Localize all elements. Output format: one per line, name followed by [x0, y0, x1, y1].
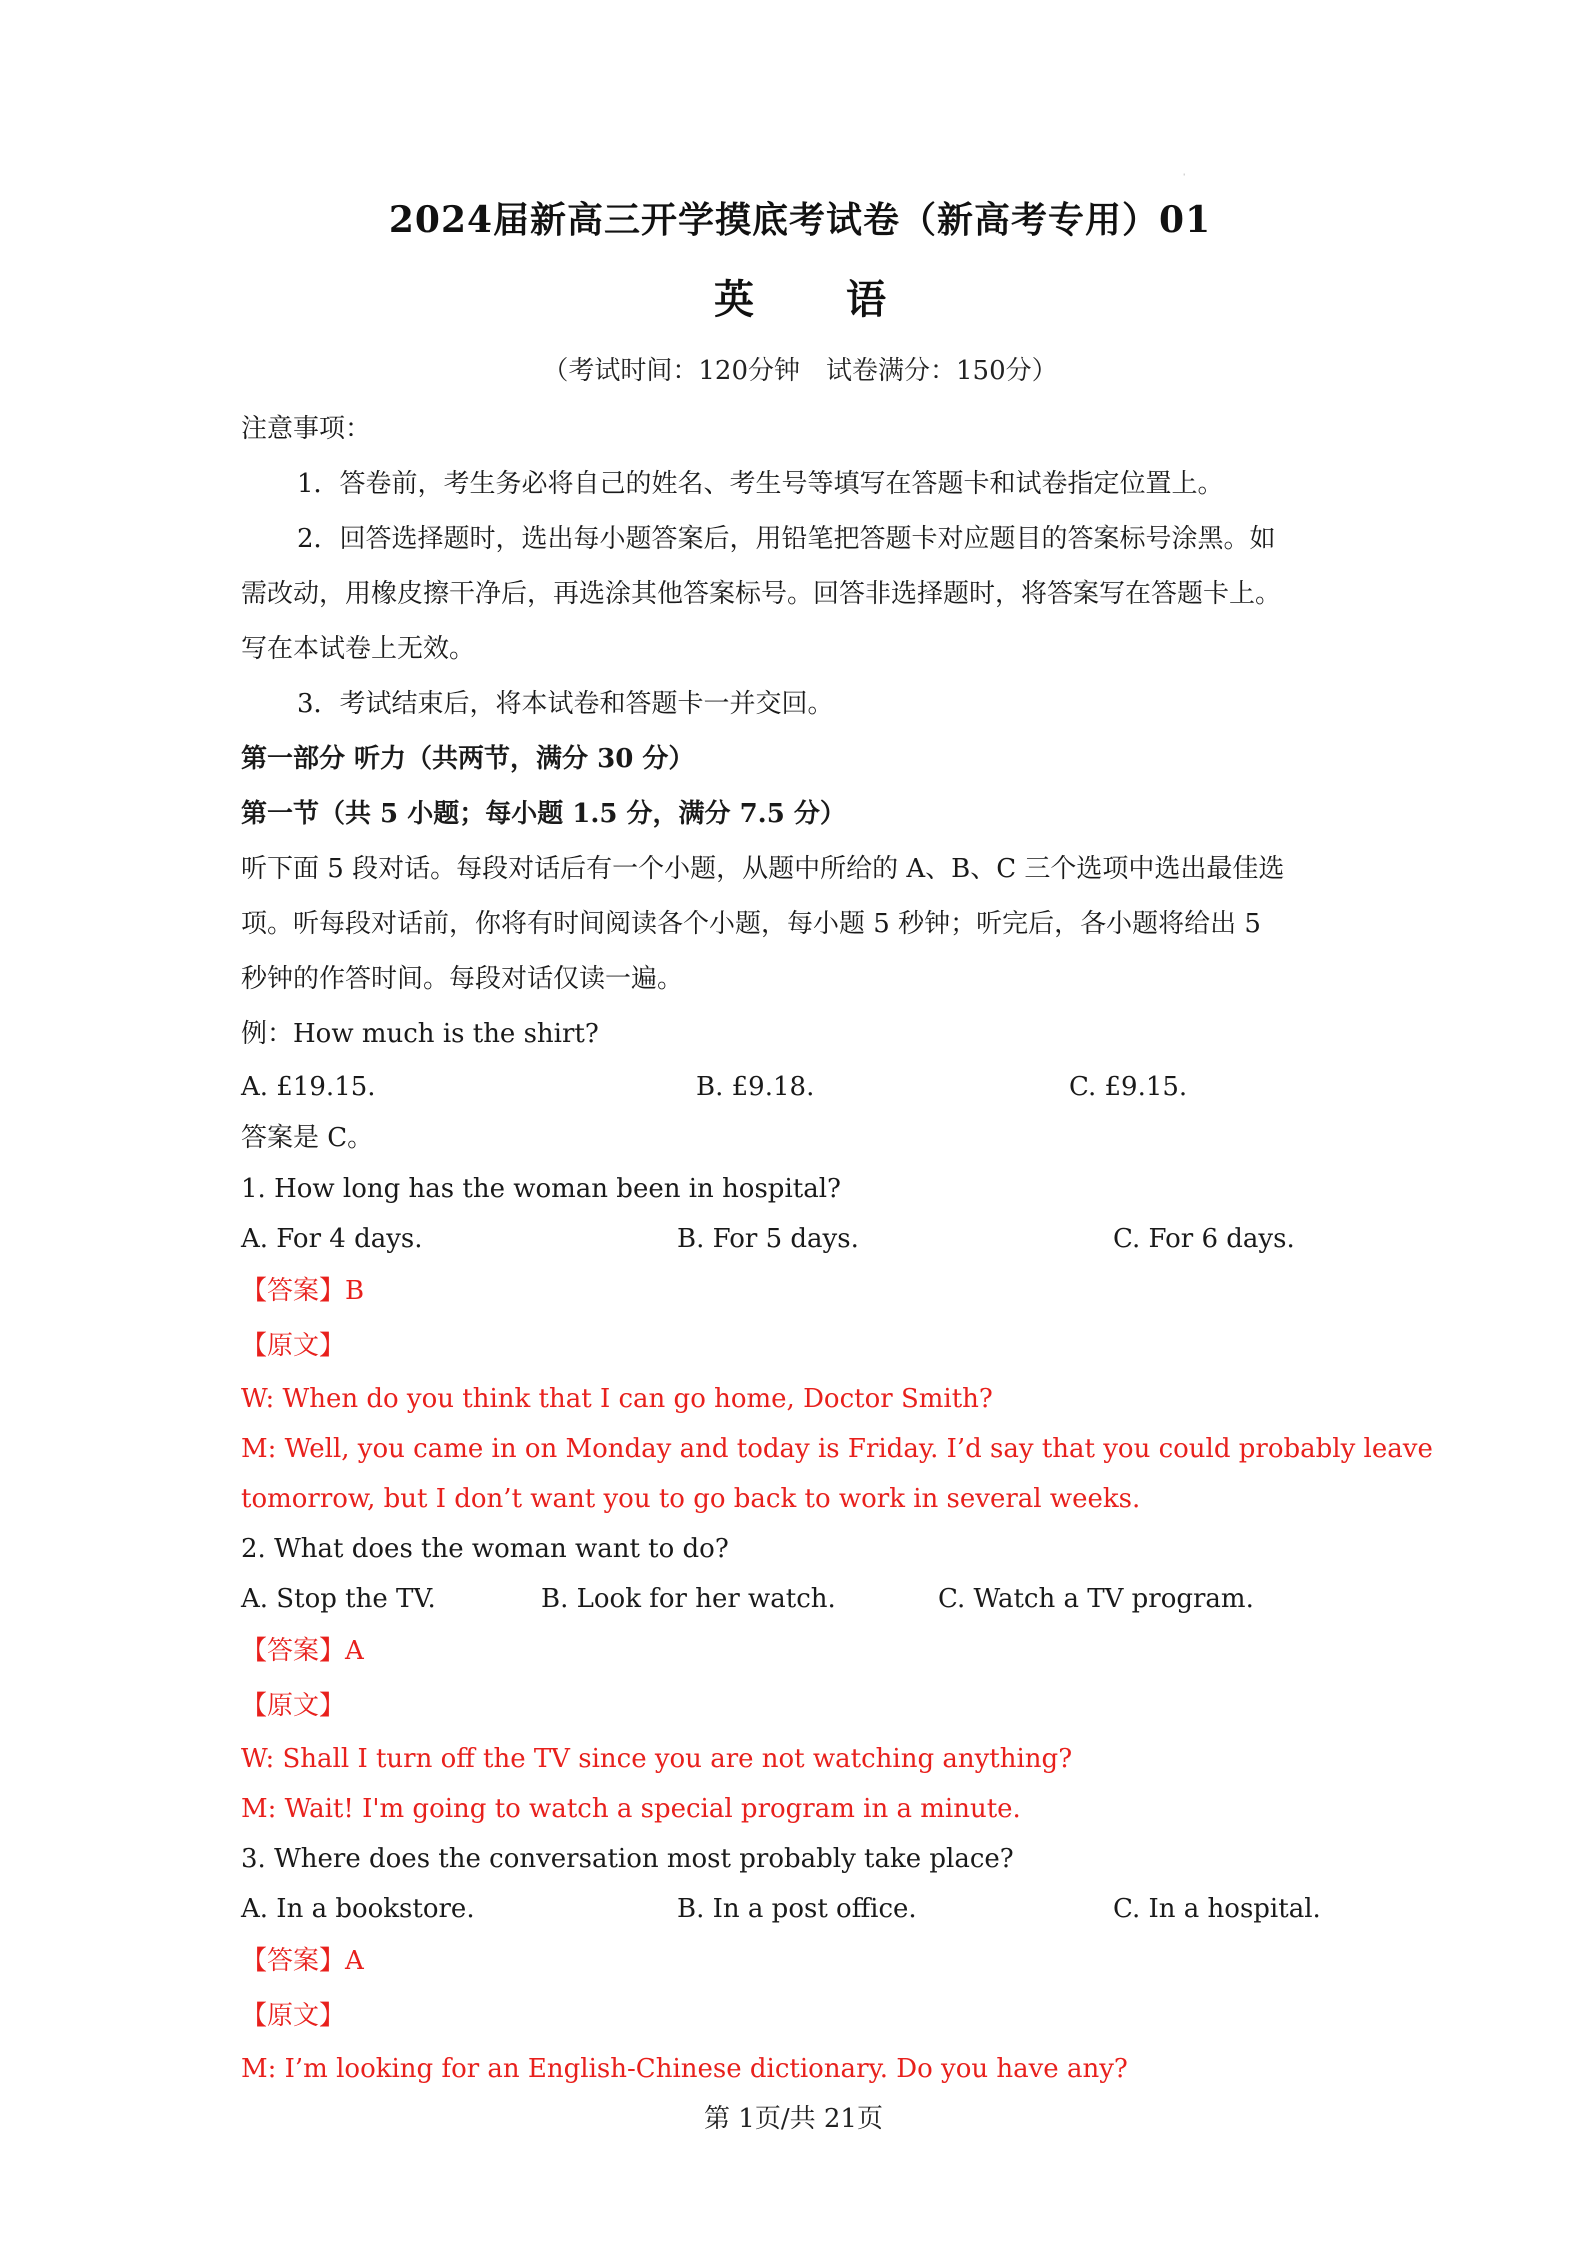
instructions-line-1: 听下面 5 段对话。每段对话后有一个小题，从题中所给的 A、B、C 三个选项中选出最佳选: [241, 854, 1285, 884]
scan-mark: ˈ: [1183, 173, 1186, 182]
exam-title: 2024届新高三开学摸底考试卷（新高考专用）01: [388, 199, 1212, 241]
q2-transcript-line-2: M: Wait! I'm going to watch a special program in a minute.: [241, 1794, 1021, 1824]
question-3: 3. Where does the conversation most probably take place?: [241, 1844, 1014, 1874]
q2-option-c: C. Watch a TV program.: [938, 1584, 1254, 1614]
notes-heading: 注意事项：: [241, 414, 372, 444]
page-footer: 第 1页/共 21页: [704, 2104, 883, 2134]
note-item-3: 3．考试结束后，将本试卷和答题卡一并交回。: [297, 689, 834, 719]
note-item-2-line-2: 需改动，用橡皮擦干净后，再选涂其他答案标号。回答非选择题时，将答案写在答题卡上。: [241, 579, 1282, 609]
subject-title: [241, 268, 1359, 325]
q3-option-a: A. In a bookstore.: [241, 1894, 475, 1924]
question-3-options: [241, 1884, 1359, 1934]
note-item-2-line-3: 写在本试卷上无效。: [241, 634, 476, 664]
instructions-line-3: 秒钟的作答时间。每段对话仅读一遍。: [241, 964, 684, 994]
body-lines: [241, 402, 1433, 2094]
section1-heading: 第一节（共 5 小题；每小题 1.5 分，满分 7.5 分）: [241, 799, 846, 829]
q2-source-label: 【原文】: [241, 1691, 346, 1721]
q1-answer-label: 【答案】B: [241, 1276, 365, 1306]
example-option-c: C. £9.15.: [1069, 1072, 1188, 1102]
q3-option-b: B. In a post office.: [677, 1894, 917, 1924]
note-item-1: 1．答卷前，考生务必将自己的姓名、考生号等填写在答题卡和试卷指定位置上。: [297, 469, 1224, 499]
example-option-a: A. £19.15.: [241, 1072, 376, 1102]
q2-option-a: A. Stop the TV.: [241, 1584, 436, 1614]
q1-transcript-line-3: tomorrow, but I don’t want you to go back to work in several weeks.: [241, 1484, 1141, 1514]
note-item-2-line-1: 2．回答选择题时，选出每小题答案后，用铅笔把答题卡对应题目的答案标号涂黑。如: [297, 524, 1276, 554]
q1-source-label: 【原文】: [241, 1331, 346, 1361]
subject-char-1: 英: [714, 276, 754, 323]
q3-option-c: C. In a hospital.: [1113, 1894, 1321, 1924]
question-2: 2. What does the woman want to do?: [241, 1534, 729, 1564]
example-option-b: B. £9.18.: [696, 1072, 815, 1102]
q2-option-b: B. Look for her watch.: [541, 1584, 836, 1614]
exam-info: （考试时间：120分钟 试卷满分：150分）: [542, 356, 1058, 386]
example-options: [241, 1062, 1359, 1112]
q3-source-label: 【原文】: [241, 2001, 346, 2031]
q1-option-a: A. For 4 days.: [241, 1224, 423, 1254]
q3-answer-label: 【答案】A: [241, 1946, 364, 1976]
question-2-options: [241, 1574, 1359, 1624]
example-question: 例：How much is the shirt?: [241, 1019, 599, 1049]
q1-transcript-line-2: M: Well, you came in on Monday and today is Friday. I’d say that you could probably leave: [241, 1434, 1433, 1464]
example-answer: 答案是 C。: [241, 1123, 374, 1153]
q3-transcript-line-1: M: I’m looking for an English-Chinese dictionary. Do you have any?: [241, 2054, 1128, 2084]
subject-char-2: 语: [846, 276, 886, 323]
q1-transcript-line-1: W: When do you think that I can go home, Doctor Smith?: [241, 1384, 993, 1414]
instructions-line-2: 项。听每段对话前，你将有时间阅读各个小题，每小题 5 秒钟；听完后，各小题将给出 5: [241, 909, 1261, 939]
question-1: 1. How long has the woman been in hospital?: [241, 1174, 841, 1204]
question-1-options: [241, 1214, 1359, 1264]
part1-heading: 第一部分 听力（共两节，满分 30 分）: [241, 744, 695, 774]
q1-option-c: C. For 6 days.: [1113, 1224, 1295, 1254]
q2-transcript-line-1: W: Shall I turn off the TV since you are not watching anything?: [241, 1744, 1073, 1774]
q1-option-b: B. For 5 days.: [677, 1224, 859, 1254]
q2-answer-label: 【答案】A: [241, 1636, 364, 1666]
